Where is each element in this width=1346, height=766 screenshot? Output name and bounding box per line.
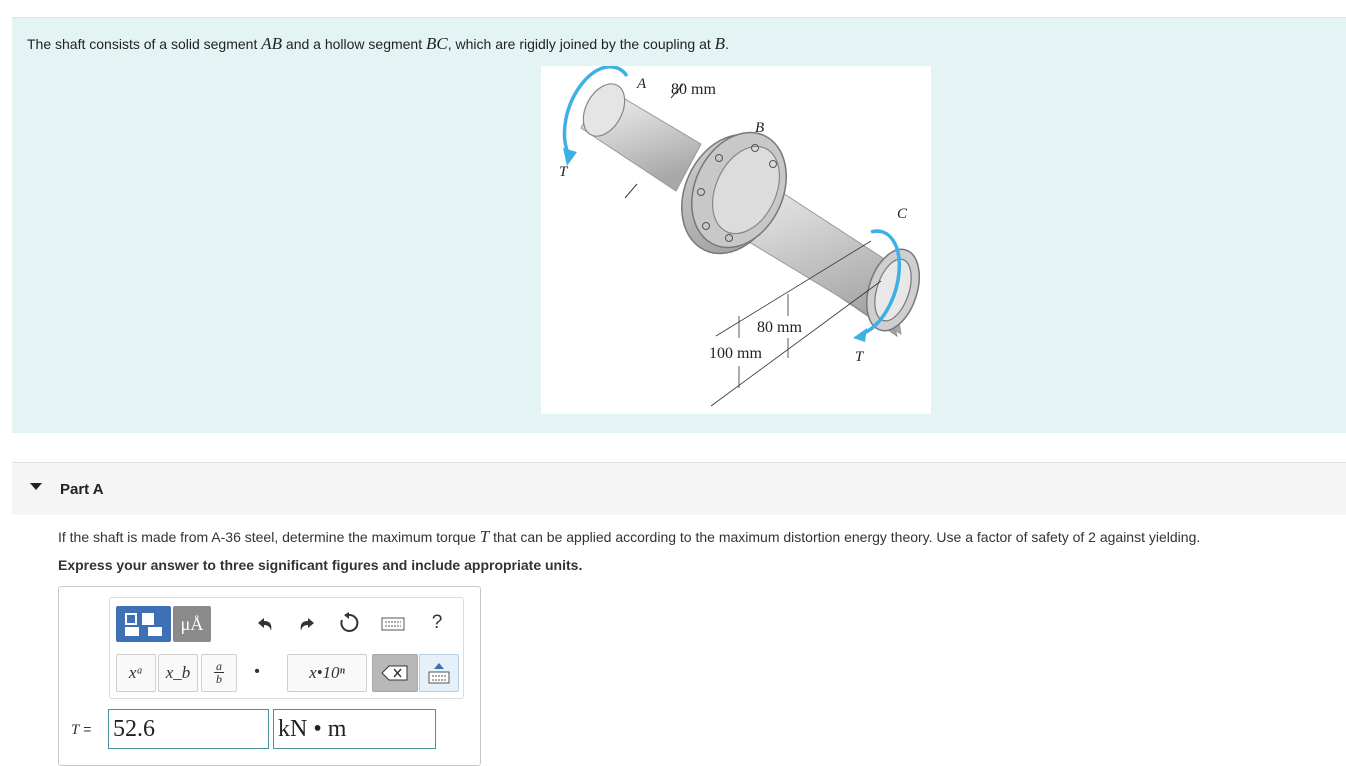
problem-statement <box>27 34 729 54</box>
answer-box <box>58 586 481 766</box>
math-toolbar <box>109 597 464 699</box>
question-text <box>58 527 1200 547</box>
units-label: μÅ <box>180 613 204 634</box>
dot-button[interactable] <box>238 654 276 690</box>
backspace-button[interactable] <box>372 654 418 692</box>
part-title: Part A <box>60 481 104 498</box>
label-t-left: T <box>559 164 568 180</box>
problem-text-1: The shaft consists of a solid segment <box>27 36 262 52</box>
subscript-button[interactable] <box>158 654 198 692</box>
problem-text-2: and a hollow segment <box>282 36 426 52</box>
label-b: B <box>755 120 765 136</box>
coupling-b: B <box>714 34 726 53</box>
templates-icon <box>122 610 166 638</box>
instruction-text: Express your answer to three significant figures and include appropriate units. <box>58 557 583 573</box>
keyboard-icon[interactable] <box>380 612 406 636</box>
fraction-button[interactable] <box>201 654 237 692</box>
collapse-caret-icon[interactable] <box>30 483 42 490</box>
subscript-label: x_b <box>165 663 191 682</box>
dim-inner: 80 mm <box>757 319 802 336</box>
dim-outer: 100 mm <box>709 345 762 362</box>
superscript-label: xᵃ <box>128 663 144 682</box>
reset-icon[interactable] <box>336 610 362 636</box>
backspace-icon <box>381 665 409 681</box>
answer-units-field[interactable]: kN • m <box>273 709 436 749</box>
label-a: A <box>637 76 647 92</box>
segment-bc: BC <box>426 34 448 53</box>
answer-value-field[interactable]: 52.6 <box>108 709 269 749</box>
redo-icon[interactable] <box>294 612 318 636</box>
templates-button[interactable] <box>116 606 171 642</box>
keyboard-toggle-icon <box>427 662 451 684</box>
scientific-notation-button[interactable] <box>287 654 367 692</box>
problem-text-3: , which are rigidly joined by the coupling at <box>447 36 715 52</box>
problem-panel <box>12 17 1346 433</box>
dot-label: • <box>254 663 260 680</box>
keyboard-toggle-button[interactable] <box>419 654 459 692</box>
label-t-right: T <box>855 349 864 365</box>
superscript-button[interactable] <box>116 654 156 692</box>
segment-ab: AB <box>261 34 283 53</box>
fraction-denominator: b <box>216 672 222 686</box>
shaft-figure <box>541 66 931 414</box>
undo-icon[interactable] <box>254 612 278 636</box>
units-button[interactable] <box>173 606 211 642</box>
fraction-numerator: a <box>216 659 222 673</box>
question-before: If the shaft is made from A-36 steel, determine the maximum torque <box>58 529 480 545</box>
sci-label: x•10ⁿ <box>309 663 345 682</box>
dim-top: 80 mm <box>671 81 716 98</box>
answer-var: T <box>71 722 80 738</box>
help-label: ? <box>431 612 443 633</box>
answer-equals: = <box>79 721 92 737</box>
part-a-header[interactable] <box>12 462 1346 515</box>
question-after: that can be applied according to the maximum distortion energy theory. Use a factor of safety of 2 against yielding. <box>489 529 1201 545</box>
label-c: C <box>897 206 908 222</box>
answer-variable-label <box>71 721 91 739</box>
help-button[interactable] <box>426 610 448 636</box>
problem-text-end: . <box>725 36 729 52</box>
question-var: T <box>479 527 490 546</box>
